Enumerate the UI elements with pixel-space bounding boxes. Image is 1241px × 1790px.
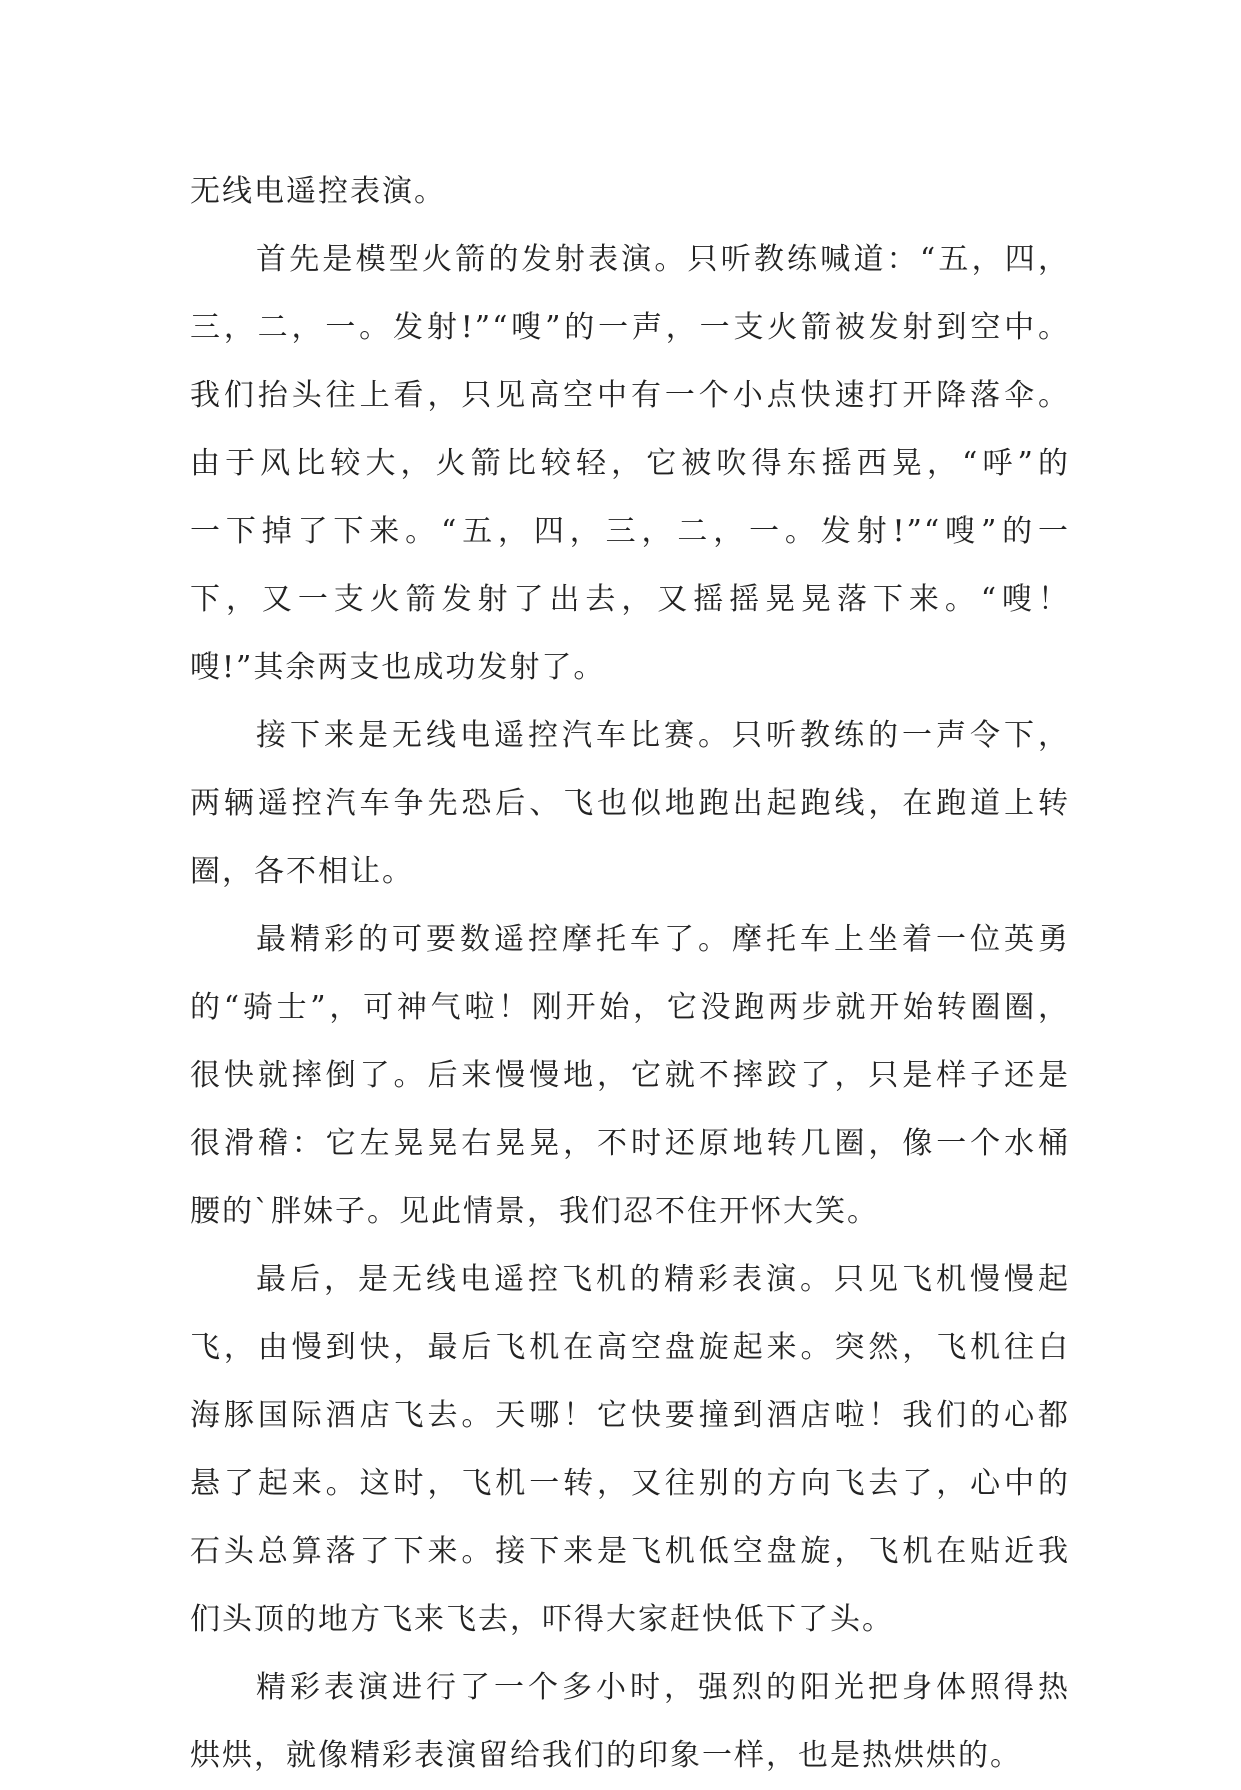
text-line: 两辆遥控汽车争先恐后、飞也似地跑出起跑线，在跑道上转 [190,786,1070,821]
text-line: 我们抬头往上看，只见高空中有一个小点快速打开降落伞。 [190,378,1070,413]
text-line: 一下掉了下来。“五，四，三，二，一。发射!”“嗖”的一 [190,514,1070,549]
paragraph-first-line: 最精彩的可要数遥控摩托车了。摩托车上坐着一位英勇 [256,922,1070,957]
text-line: 很快就摔倒了。后来慢慢地，它就不摔跤了，只是样子还是 [190,1058,1070,1093]
text-line: 三，二，一。发射!”“嗖”的一声，一支火箭被发射到空中。 [190,310,1070,345]
paragraph-first-line: 接下来是无线电遥控汽车比赛。只听教练的一声令下， [256,718,1070,753]
document-body [190,158,1070,1790]
text-line: 无线电遥控表演。 [190,174,446,209]
text-line: 悬了起来。这时，飞机一转，又往别的方向飞去了，心中的 [190,1466,1070,1501]
text-line: 很滑稽：它左晃晃右晃晃，不时还原地转几圈，像一个水桶 [190,1126,1070,1161]
text-line: 海豚国际酒店飞去。天哪！它快要撞到酒店啦！我们的心都 [190,1398,1070,1433]
text-line: 飞，由慢到快，最后飞机在高空盘旋起来。突然，飞机往白 [190,1330,1070,1365]
text-line: 的“骑士”，可神气啦！刚开始，它没跑两步就开始转圈圈， [190,990,1070,1025]
paragraph-first-line: 首先是模型火箭的发射表演。只听教练喊道：“五，四， [256,242,1070,277]
paragraph-first-line: 最后，是无线电遥控飞机的精彩表演。只见飞机慢慢起 [256,1262,1070,1297]
text-line: 圈，各不相让。 [190,854,414,889]
text-line: 下，又一支火箭发射了出去，又摇摇晃晃落下来。“嗖！ [190,582,1070,617]
text-line: 由于风比较大，火箭比较轻，它被吹得东摇西晃，“呼”的 [190,446,1070,481]
text-line: 腰的`胖妹子。见此情景，我们忍不住开怀大笑。 [190,1194,879,1229]
paragraph-first-line: 精彩表演进行了一个多小时，强烈的阳光把身体照得热 [256,1670,1070,1705]
text-line: 嗖!”其余两支也成功发射了。 [190,650,606,685]
text-line: 烘烘，就像精彩表演留给我们的印象一样，也是热烘烘的。 [190,1738,1022,1773]
text-line: 们头顶的地方飞来飞去，吓得大家赶快低下了头。 [190,1602,894,1637]
text-line: 石头总算落了下来。接下来是飞机低空盘旋，飞机在贴近我 [190,1534,1070,1569]
